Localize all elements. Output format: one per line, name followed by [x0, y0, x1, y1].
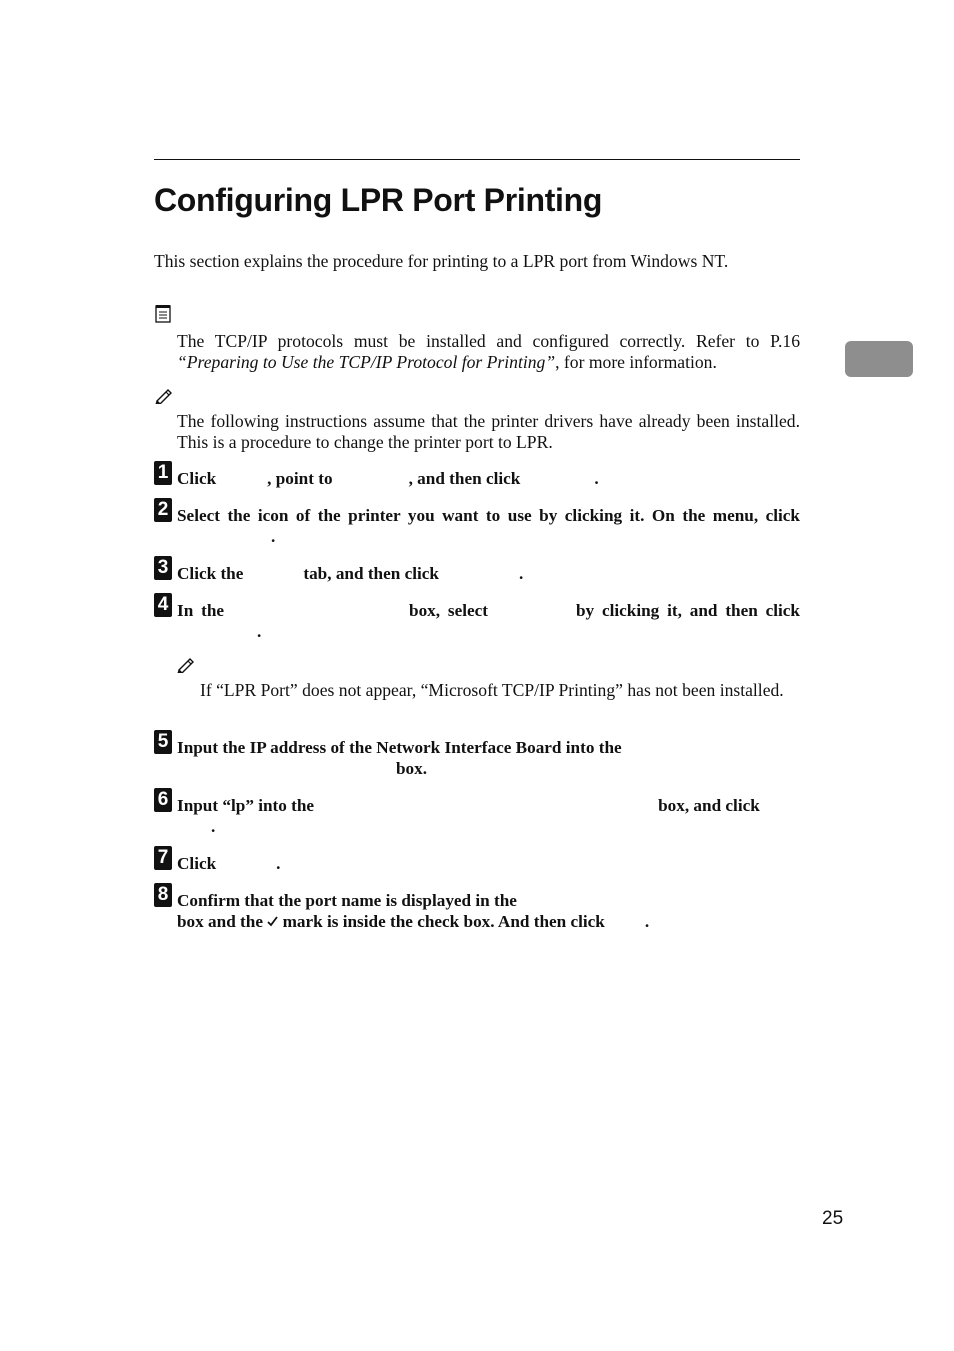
step-5-text: Input the IP address of the Network Interface Board into the — [177, 738, 622, 757]
step-6-text: Input “lp” into the — [177, 796, 315, 815]
step-5-text: box. — [396, 759, 428, 778]
step-3 — [177, 563, 800, 584]
note-paragraph: The following instructions assume that the printer drivers have already been installed. This is a procedure to change the printer port to LPR. — [177, 411, 800, 452]
step-6-text: . — [211, 817, 216, 836]
step-7-text: Click — [177, 854, 217, 873]
step-4-note: If “LPR Port” does not appear, “Microsoft TCP/IP Printing” has not been installed. — [200, 680, 784, 700]
step-7 — [177, 853, 800, 874]
pencil-icon — [154, 386, 174, 404]
step-1-text: , point to — [267, 469, 333, 488]
step-4-text: . — [257, 622, 262, 641]
chapter-tab — [845, 341, 913, 377]
step-4 — [177, 600, 800, 642]
step-3-text: Click the — [177, 564, 244, 583]
memo-icon — [155, 304, 171, 323]
pencil-icon — [176, 655, 196, 673]
cross-reference-link[interactable]: “Preparing to Use the TCP/IP Protocol for Printing” — [177, 352, 556, 372]
step-number-3: 3 — [154, 556, 172, 580]
step-2-text: . — [271, 527, 276, 546]
important-text: The TCP/IP protocols must be installed and configured correctly. Refer to P.16 — [177, 331, 800, 351]
step-2-text: Select the icon of the printer you want to use by clicking it. On the menu, click — [177, 506, 800, 525]
step-2 — [177, 505, 800, 547]
step-4-text: by clicking it, and then click — [575, 601, 800, 620]
important-text-end: , for more information. — [555, 352, 717, 372]
step-8-text: Confirm that the port name is displayed in the — [177, 891, 517, 910]
step-5 — [177, 737, 800, 779]
step-7-text: . — [276, 854, 281, 873]
page-number: 25 — [822, 1208, 844, 1229]
step-number-4: 4 — [154, 593, 172, 617]
step-8-text: mark is inside the check box. And then click — [282, 912, 605, 931]
step-1-text: . — [594, 469, 599, 488]
step-number-8: 8 — [154, 883, 172, 907]
header-rule — [154, 159, 800, 160]
step-4-text: box, select — [409, 601, 488, 620]
step-6-text: box, and click — [658, 796, 760, 815]
step-6 — [177, 795, 800, 837]
step-4-text: In the — [177, 601, 225, 620]
intro-paragraph: This section explains the procedure for printing to a LPR port from Windows NT. — [154, 251, 729, 271]
checkmark-icon — [267, 916, 278, 927]
step-number-5: 5 — [154, 730, 172, 754]
step-3-text: . — [518, 564, 524, 583]
step-number-2: 2 — [154, 498, 172, 522]
step-1 — [177, 468, 800, 489]
step-number-6: 6 — [154, 788, 172, 812]
step-3-text: tab, and then click — [303, 564, 439, 583]
important-paragraph — [177, 331, 800, 373]
step-8-text: box and the — [177, 912, 263, 931]
step-8-text: . — [644, 912, 650, 931]
step-number-7: 7 — [154, 846, 172, 870]
step-number-1: 1 — [154, 461, 172, 485]
step-8 — [177, 890, 800, 932]
step-1-text: Click — [177, 469, 217, 488]
step-1-text: , and then click — [408, 469, 521, 488]
page-title: Configuring LPR Port Printing — [154, 182, 603, 218]
